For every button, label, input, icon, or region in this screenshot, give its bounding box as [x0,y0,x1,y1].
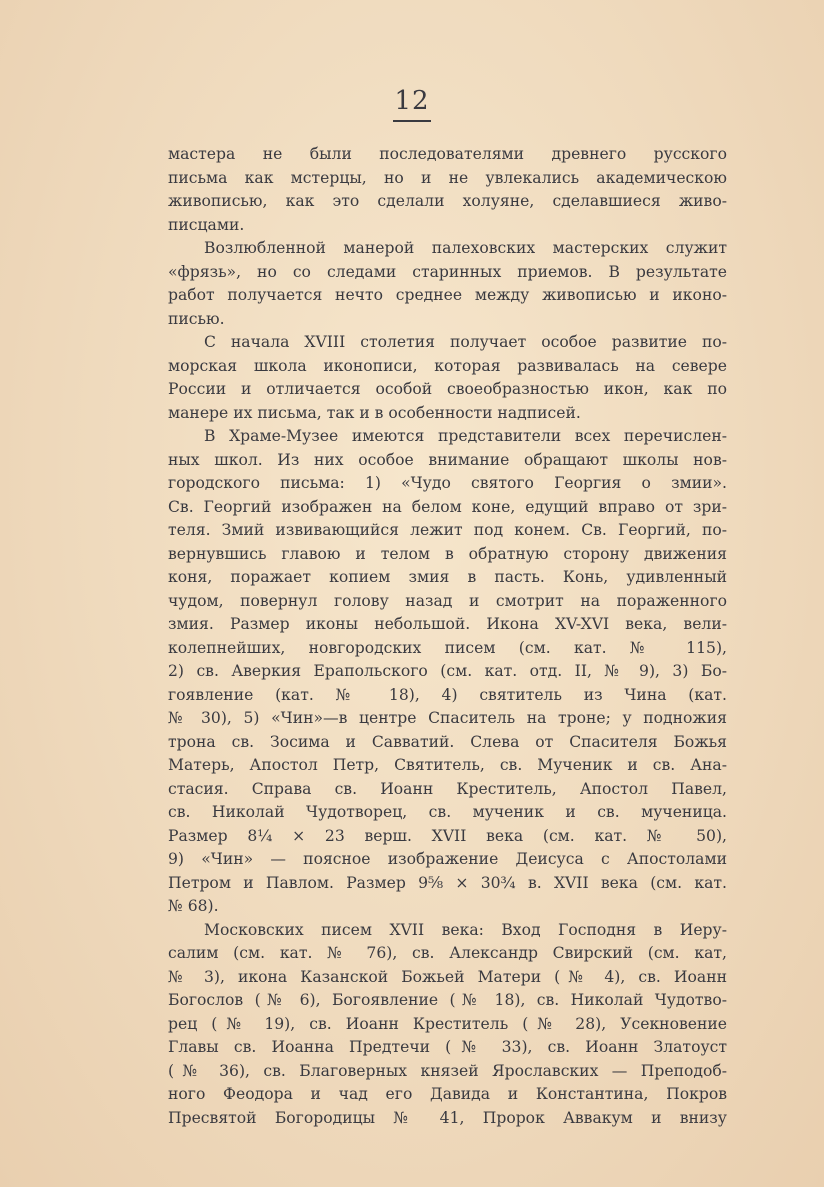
text-line: ных школ. Из них особое внимание обращают школы нов- [168,450,727,469]
text-line: трона св. Зосима и Савватий. Слева от Спасителя Божья [168,732,727,751]
text-line: стасия. Справа св. Иоанн Креститель, Апостол Павел, [168,779,727,798]
text-line: Петром и Павлом. Размер 9⅝ × 30¾ в. XVII века (см. кат. [168,873,727,892]
text-line: Возлюбленной манерой палеховских мастерских служит [204,239,727,257]
text-line: России и отличается особой своеобразностью икон, как по [168,380,727,398]
text-line: живописью, как это сделали холуяне, сделавшиеся живо- [168,192,727,210]
text-line: Главы св. Иоанна Предтечи (№ 33), св. Иоанн Златоуст [168,1038,727,1056]
text-line: мастера не были последователями древнего русского [168,145,727,163]
text-line: писью. [168,309,225,328]
text-line: коня, поражает копием змия в пасть. Конь, удивленный [168,568,727,586]
text-line: Размер 8¼ × 23 верш. XVII века (см. кат. № 50), [168,826,727,845]
text-line: морская школа иконописи, которая развивалась на севере [168,356,727,375]
text-line: городского письма: 1) «Чудо святого Георгия о змии». [168,474,727,492]
text-line: салим (см. кат. № 76), св. Александр Свирский (см. кат, [168,944,727,962]
text-line: В Храме-Музее имеются представители всех перечислен- [204,427,727,445]
text-line: 2) св. Аверкия Ерапольского (см. кат. отд. II, № 9), 3) Бо- [168,662,727,680]
text-line: (№ 36), св. Благоверных князей Ярославских — Преподоб- [168,1061,727,1080]
text-line: колепнейших, новгородских писем (см. кат. № 115), [168,638,727,657]
text-line: змия. Размер иконы небольшой. Икона XV-XVI века, вели- [168,615,727,633]
text-line: Св. Георгий изображен на белом коне, едущий вправо от зри- [168,497,727,516]
text-line: чудом, повернул голову назад и смотрит на пораженного [168,591,727,610]
text-line: писцами. [168,215,245,234]
text-line: Богослов (№ 6), Богоявление (№ 18), св. Николай Чудотво- [168,991,727,1009]
text-line: работ получается нечто среднее между живописью и иконо- [168,286,727,304]
text-line: № 30), 5) «Чин»—в центре Спаситель на троне; у подножия [168,709,727,727]
body-text [168,143,727,1130]
text-line: письма как мстерцы, но и не увлекались академическою [168,168,727,187]
text-line: Матерь, Апостол Петр, Святитель, св. Мученик и св. Ана- [168,756,727,774]
text-line: № 68). [168,897,219,915]
text-line: вернувшись главою и телом в обратную сторону движения [168,544,727,563]
text-line: С начала XVIII столетия получает особое развитие по- [204,333,727,351]
text-line: 9) «Чин» — поясное изображение Деисуса с Апостолами [168,850,727,868]
page-number-rule [393,120,431,122]
text-line: манере их письма, так и в особенности надписей. [168,403,581,422]
text-line: св. Николай Чудотворец, св. мученик и св. мученица. [168,803,727,821]
text-line: ного Феодора и чад его Давида и Константина, Покров [168,1085,727,1103]
text-line: рец (№ 19), св. Иоанн Креститель (№ 28), Усекновение [168,1014,727,1033]
text-line: Пресвятой Богородицы № 41, Пророк Аввакум и внизу [168,1108,727,1127]
text-line: гоявление (кат. № 18), 4) святитель из Чина (кат. [168,685,727,704]
text-line: теля. Змий извивающийся лежит под конем. Св. Георгий, по- [168,521,727,539]
text-line: «фрязь», но со следами старинных приемов. В результате [168,262,727,281]
text-line: Московских писем XVII века: Вход Господня в Иеру- [204,920,727,939]
text-line: № 3), икона Казанской Божьей Матери (№ 4), св. Иоанн [168,967,727,986]
page-number: 12 [394,86,430,116]
